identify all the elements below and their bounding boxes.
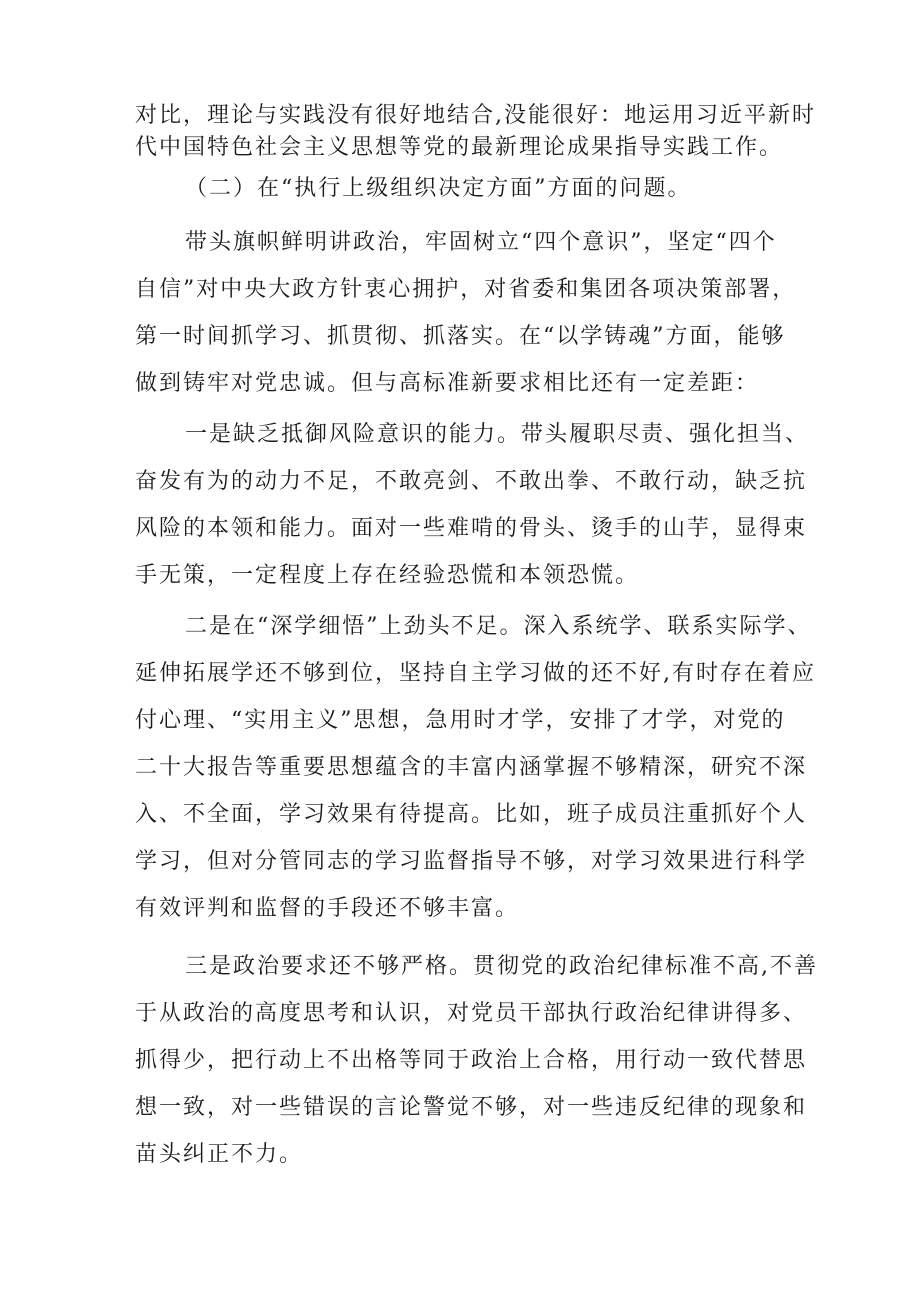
paragraph-line: 奋发有为的动力不足，不敢亮剑、不敢出拳、不敢行动，缺乏抗 bbox=[135, 469, 808, 494]
paragraph-line: 第一时间抓学习、抓贯彻、抓落实。在“以学铸魂”方面，能够 bbox=[135, 324, 786, 349]
paragraph-line: 入、不全面，学习效果有待提高。比如，班子成员注重抓好个人 bbox=[135, 802, 808, 827]
paragraph-line: 想一致，对一些错误的言论警觉不够，对一些违反纪律的现象和 bbox=[135, 1095, 808, 1120]
section-heading: （二）在“执行上级组织决定方面”方面的问题。 bbox=[185, 176, 692, 201]
paragraph-line: 风险的本领和能力。面对一些难啃的骨头、烫手的山芋，显得束 bbox=[135, 516, 808, 541]
paragraph-line: 付心理、“实用主义”思想，急用时才学，安排了才学，对党的 bbox=[135, 708, 786, 733]
paragraph-line: 对比，理论与实践没有很好地结合,没能很好：地运用习近平新时 bbox=[135, 103, 816, 128]
paragraph-line: 自信”对中央大政方针衷心拥护，对省委和集团各项决策部署， bbox=[135, 277, 797, 302]
paragraph-line: 做到铸牢对党忠诚。但与高标准新要求相比还有一定差距： bbox=[135, 371, 760, 396]
paragraph-line: 延伸拓展学还不够到位，坚持自主学习做的还不好,有时存在着应 bbox=[135, 661, 816, 686]
paragraph-line: 一是缺乏抵御风险意识的能力。带头履职尽责、强化担当、 bbox=[185, 422, 810, 447]
paragraph-line: 手无策，一定程度上存在经验恐慌和本领恐慌。 bbox=[135, 563, 640, 588]
paragraph-line: 学习，但对分管同志的学习监督指导不够，对学习效果进行科学 bbox=[135, 849, 808, 874]
paragraph-line: 二十大报告等重要思想蕴含的丰富内涵掌握不够精深，研究不深 bbox=[135, 755, 808, 780]
paragraph-line: 于从政治的高度思考和认识，对党员干部执行政治纪律讲得多、 bbox=[135, 1001, 808, 1026]
paragraph-line: 代中国特色社会主义思想等党的最新理论成果指导实践工作。 bbox=[135, 135, 784, 160]
paragraph-line: 三是政治要求还不够严格。贯彻党的政治纪律标准不高,不善 bbox=[185, 954, 818, 979]
paragraph-line: 带头旗帜鲜明讲政治，牢固树立“四个意识”，坚定“四个 bbox=[185, 230, 777, 255]
paragraph-line: 二是在“深学细悟”上劲头不足。深入系统学、联系实际学、 bbox=[185, 614, 812, 639]
paragraph-line: 有效评判和监督的手段还不够丰富。 bbox=[135, 896, 520, 921]
paragraph-line: 抓得少，把行动上不出格等同于政治上合格，用行动一致代替思 bbox=[135, 1048, 808, 1073]
paragraph-line: 苗头纠正不力。 bbox=[135, 1142, 304, 1167]
